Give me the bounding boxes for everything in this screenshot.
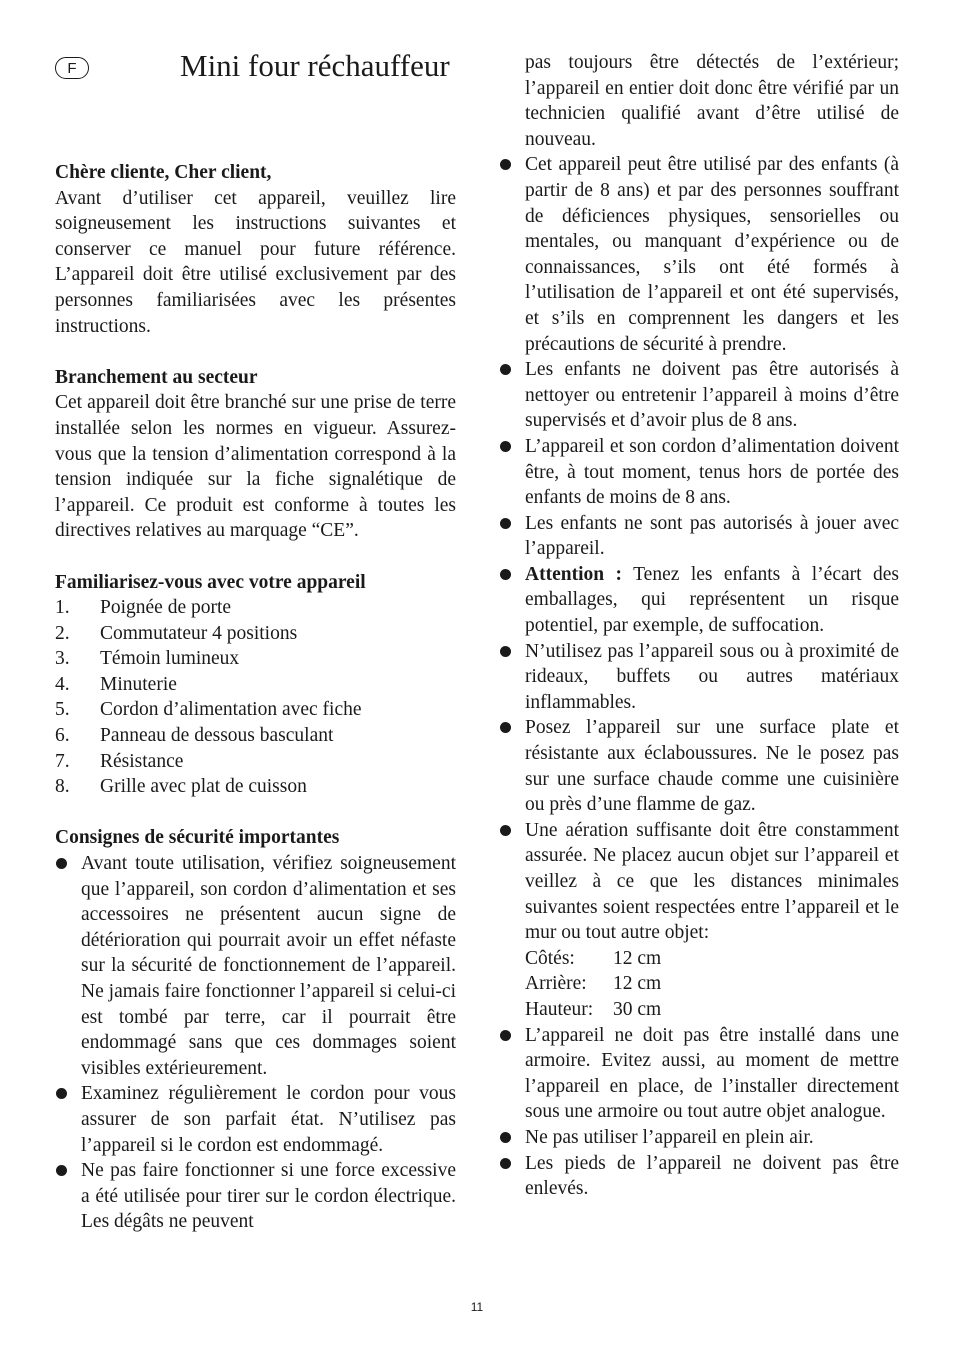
bullet-icon (500, 825, 511, 836)
bullet-icon (500, 159, 511, 170)
bullet-icon (56, 858, 67, 869)
safety-list-item (499, 1125, 899, 1151)
parts-item-number: 3. (55, 648, 70, 670)
parts-item-number: 1. (55, 597, 70, 619)
safety-continuation: pas toujours être détectés de l’extérieur; l’appareil en entier doit donc être vérifié par un technicien qualifié avant d’être utilisé de nouveau. (525, 52, 899, 150)
parts-item-label: Cordon d’alimentation avec fiche (100, 699, 362, 721)
parts-item-number: 6. (55, 725, 70, 747)
language-badge: F (55, 57, 89, 79)
distance-row (525, 971, 661, 997)
safety-item-text: N’utilisez pas l’appareil sous ou à proximité de rideaux, buffets ou autres matériaux inflammables. (525, 640, 899, 713)
distance-row (525, 997, 661, 1023)
safety-list-item (499, 715, 899, 817)
right-column (499, 50, 899, 1202)
parts-item-label: Panneau de dessous basculant (100, 725, 334, 747)
parts-list-item (55, 646, 456, 672)
attention-text: Tenez les enfants à l’écart des emballages, qui représentent un risque potentiel, par exemple, de suffocation. (525, 563, 899, 637)
safety-list-item (499, 357, 899, 434)
safety-list-item (499, 1151, 899, 1202)
bullet-icon (500, 1030, 511, 1041)
parts-list-item (55, 697, 456, 723)
parts-list-item (55, 723, 456, 749)
bullet-icon (56, 1088, 67, 1099)
bullet-icon (500, 569, 511, 580)
safety-list-left (55, 851, 456, 1235)
distance-value: 12 cm (613, 947, 662, 969)
bullet-icon (500, 441, 511, 452)
safety-item-text: Ne pas faire fonctionner si une force excessive a été utilisée pour tirer sur le cordon électrique. Les dégâts ne peuvent (81, 1160, 456, 1233)
intro-paragraph: Avant d’utiliser cet appareil, veuillez lire soigneusement les instructions suivantes et conserver ce manuel pour future référence. L’appareil doit être utilisé exclusivement par des personnes familiarisées avec les présentes instructions. (55, 187, 456, 337)
distance-label: Hauteur: (525, 998, 594, 1020)
parts-item-label: Minuterie (100, 673, 177, 695)
bullet-icon (500, 1132, 511, 1143)
bullet-icon (500, 722, 511, 733)
page-title: Mini four réchauffeur (180, 48, 450, 83)
safety-list-item (499, 434, 899, 511)
safety-item-text: L’appareil et son cordon d’alimentation doivent être, à tout moment, tenus hors de portée des enfants de moins de 8 ans. (525, 435, 899, 509)
ventilation-text: Une aération suffisante doit être constamment assurée. Ne placez aucun objet sur l’appareil et veillez à ce que les distances minimales suivantes soient respectées entre l’appareil et le mur ou tout autre objet: (525, 819, 899, 944)
page-number: 11 (470, 1300, 484, 1314)
safety-item-text: Ne pas utiliser l’appareil en plein air. (525, 1126, 814, 1148)
bullet-icon (56, 1165, 67, 1176)
attention-label: Attention : (525, 563, 623, 585)
safety-list-item (499, 511, 899, 562)
safety-list-item (499, 639, 899, 716)
parts-list-item (55, 749, 456, 775)
parts-list-item (55, 774, 456, 800)
parts-item-label: Poignée de porte (100, 597, 232, 619)
distance-label: Côtés: (525, 947, 575, 969)
bullet-icon (500, 646, 511, 657)
parts-list-item (55, 621, 456, 647)
greeting-heading: Chère cliente, Cher client, (55, 162, 272, 183)
safety-item-text: Cet appareil peut être utilisé par des enfants (à partir de 8 ans) et par des personnes souffrant de déficiences physiques, sensorielles ou mentales, ou manquant d’expérience ou de connaissances, s’ils ont été formés à l’utilisation de l’appareil et ont été supervisés, et s’ils en comprennent les dangers et les précautions de sécurité à prendre. (525, 154, 899, 355)
safety-list-item (499, 1023, 899, 1125)
parts-item-label: Commutateur 4 positions (100, 622, 298, 644)
parts-list (55, 595, 456, 800)
parts-item-number: 5. (55, 699, 70, 721)
parts-item-number: 8. (55, 776, 70, 798)
safety-item-text: Posez l’appareil sur une surface plate et résistante aux éclaboussures. Ne le posez pas sur une surface chaude comme une cuisinière ou près d’une flamme de gaz. (525, 717, 899, 816)
mains-heading: Branchement au secteur (55, 366, 258, 388)
distance-value: 12 cm (613, 973, 662, 995)
distance-row (525, 946, 661, 972)
safety-item-text: Les enfants ne doivent pas être autorisés à nettoyer ou entretenir l’appareil à moins d’être supervisés et d’avoir plus de 8 ans. (525, 359, 899, 432)
safety-item-text: Les pieds de l’appareil ne doivent pas être enlevés. (525, 1152, 899, 1200)
safety-list-right (499, 152, 899, 1201)
safety-list-item (55, 851, 456, 1081)
parts-heading: Familiarisez-vous avec votre appareil (55, 571, 366, 593)
bullet-icon (500, 518, 511, 529)
safety-list-item (55, 1158, 456, 1235)
distance-label: Arrière: (525, 973, 587, 995)
parts-item-number: 7. (55, 750, 70, 772)
safety-list-item (499, 152, 899, 357)
safety-list-item (55, 1081, 456, 1158)
left-column (55, 160, 456, 1235)
parts-item-label: Témoin lumineux (100, 648, 240, 670)
safety-item-text: L’appareil ne doit pas être installé dans une armoire. Evitez aussi, au moment de mettre l’appareil en place, de l’installer directement sous une armoire ou tout autre objet analogue. (525, 1024, 899, 1123)
parts-item-label: Grille avec plat de cuisson (100, 776, 307, 798)
distance-table (525, 946, 661, 1023)
parts-item-label: Résistance (100, 750, 184, 772)
parts-item-number: 4. (55, 673, 70, 695)
bullet-icon (500, 1158, 511, 1169)
safety-item-text: Les enfants ne sont pas autorisés à jouer avec l’appareil. (525, 512, 899, 560)
parts-list-item (55, 595, 456, 621)
safety-list-item-ventilation (499, 818, 899, 1023)
parts-list-item (55, 672, 456, 698)
mains-paragraph: Cet appareil doit être branché sur une prise de terre installée selon les normes en vigueur. Assurez-vous que la tension d’alimentation correspond à la tension indiquée sur la fiche signalétique de l’appareil. Ce produit est conforme à toutes les directives relatives au marquage “CE”. (55, 392, 456, 542)
bullet-icon (500, 364, 511, 375)
distance-value: 30 cm (613, 998, 662, 1020)
parts-item-number: 2. (55, 622, 70, 644)
safety-item-text: Examinez régulièrement le cordon pour vous assurer de son parfait état. N’utilisez pas l’appareil si le cordon est endommagé. (81, 1083, 456, 1156)
safety-item-text: Avant toute utilisation, vérifiez soigneusement que l’appareil, son cordon d’alimentation et ses accessoires ne présentent aucun signe de détérioration qui pourrait avoir un effet néfaste sur la sécurité de fonctionnement de l’appareil. Ne jamais faire fonctionner l’appareil si celui-ci est tombé par terre, car il pourrait être endommagé sans que ces dommages soient visibles extérieurement. (81, 853, 456, 1079)
safety-heading: Consignes de sécurité importantes (55, 827, 340, 849)
safety-list-item-attention (499, 562, 899, 639)
